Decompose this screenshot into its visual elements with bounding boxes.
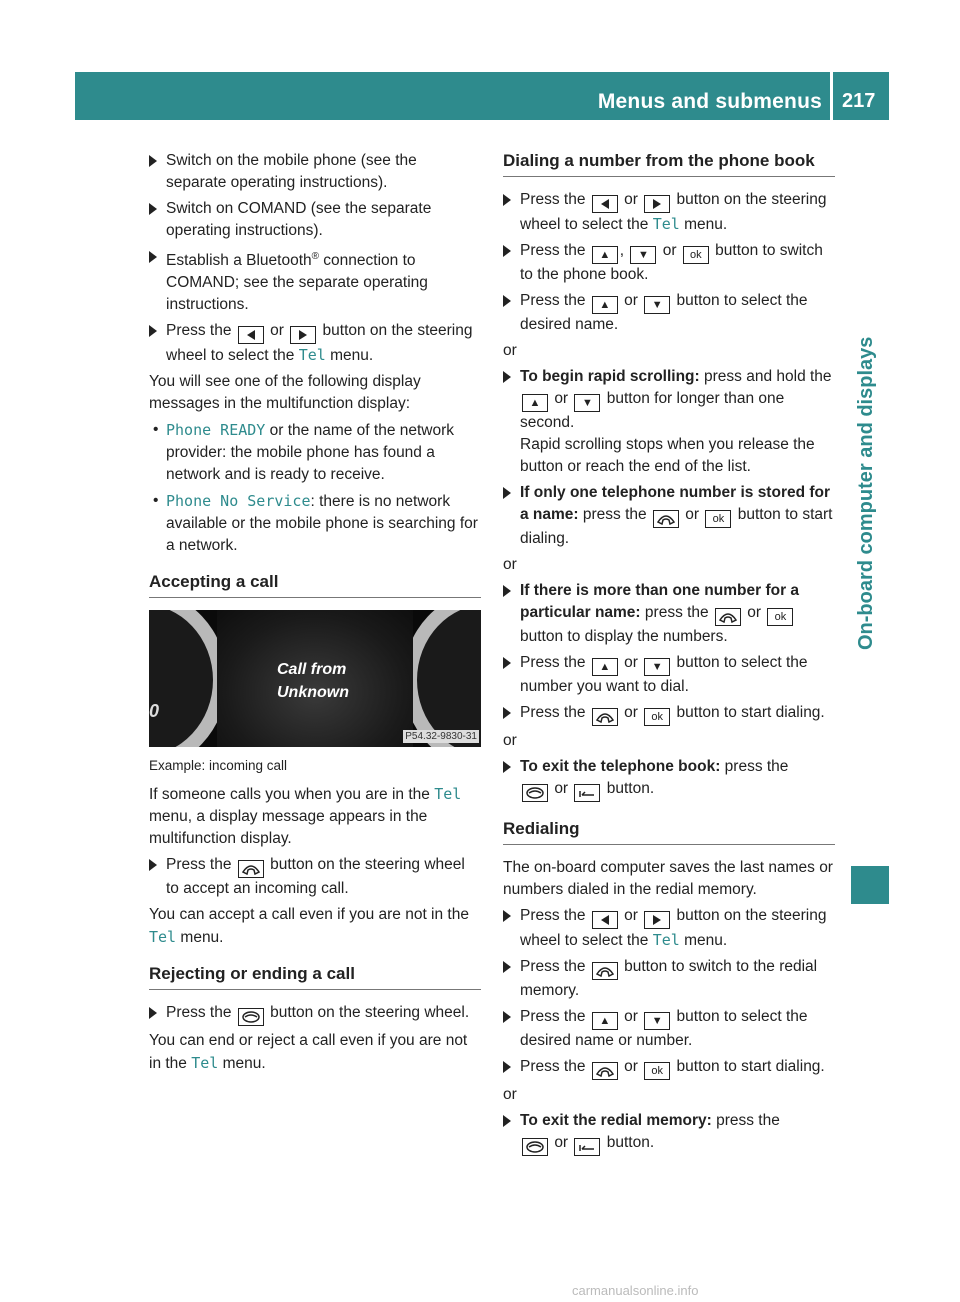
step-arrow-icon (503, 707, 511, 719)
or-text: or (685, 506, 700, 523)
step-arrow-icon (149, 1007, 157, 1019)
step-arrow-icon (503, 761, 511, 773)
right-arrow-key-icon (290, 326, 316, 344)
down-key-icon: ▼ (574, 394, 600, 412)
figure-caption: Example: incoming call (149, 758, 288, 774)
step-text: button on the steering wheel to select the (520, 907, 827, 949)
step-text: Press the (166, 1004, 232, 1022)
ok-key-icon: ok (644, 1062, 670, 1080)
bullet-item (149, 490, 481, 557)
phone-hangup-key-icon (522, 1138, 548, 1156)
tel-menu-label: Tel (434, 785, 462, 804)
up-key-icon: ▲ (592, 1012, 618, 1030)
reject-note (149, 1030, 481, 1075)
step-text: button on the steering wheel to select the (520, 191, 827, 233)
accept-note (149, 904, 481, 949)
step-arrow-icon (503, 657, 511, 669)
caller-line: Unknown (277, 684, 349, 702)
tel-menu-label: Tel (191, 1054, 219, 1073)
section-heading-dialing: Dialing a number from the phone book (503, 150, 835, 177)
step-item (149, 1002, 481, 1026)
up-key-icon: ▲ (592, 246, 618, 264)
step-item (503, 366, 835, 478)
left-arrow-key-icon (592, 195, 618, 213)
phone-pickup-key-icon (592, 1062, 618, 1080)
or-separator: or (503, 732, 517, 749)
section-heading-redialing: Redialing (503, 818, 835, 845)
step-text: button. (606, 780, 655, 797)
ok-key-icon: ok (767, 608, 793, 626)
or-text: or (624, 292, 638, 309)
bullet-item (149, 419, 481, 486)
ok-key-icon: ok (683, 246, 709, 264)
step-item (149, 150, 481, 194)
step-text: menu. (684, 216, 728, 233)
page-number-box (833, 72, 889, 120)
or-text: or (747, 604, 762, 621)
down-key-icon: ▼ (630, 246, 656, 264)
step-text: button to display the numbers. (520, 628, 728, 645)
phone-ready-label: Phone READY (166, 421, 266, 440)
step-arrow-icon (149, 155, 157, 167)
step-text: Press the (520, 654, 586, 671)
or-text: or (624, 1008, 638, 1025)
or-text: or (662, 242, 677, 259)
step-item (503, 702, 835, 726)
step-item (503, 189, 835, 236)
or-text: or (270, 322, 284, 340)
tel-menu-label: Tel (652, 931, 680, 949)
paragraph-text: menu. (180, 929, 224, 947)
dashboard-figure (149, 610, 481, 747)
page-title: Menus and submenus (597, 90, 822, 113)
bullet-text: or the name of the network provider: the mobile phone has found a network and is ready to receive. (166, 422, 455, 484)
down-key-icon: ▼ (644, 658, 670, 676)
step-text: button to select the desired name. (520, 292, 808, 333)
step-text: button to start dialing. (520, 506, 833, 547)
step-arrow-icon (149, 203, 157, 215)
or-separator: or (503, 556, 517, 573)
step-item (503, 482, 835, 550)
down-key-icon: ▼ (644, 1012, 670, 1030)
back-key-icon (574, 784, 600, 802)
step-bold: To exit the redial memory: (520, 1112, 712, 1129)
step-item (503, 1056, 835, 1080)
gauge-zero: 0 (149, 701, 160, 722)
up-key-icon: ▲ (592, 296, 618, 314)
tel-menu-label: Tel (149, 928, 177, 947)
step-arrow-icon (503, 1061, 511, 1073)
section-heading-accepting: Accepting a call (149, 571, 481, 598)
step-arrow-icon (503, 961, 511, 973)
paragraph-text: menu. (222, 1055, 266, 1073)
registered-mark: ® (311, 251, 319, 262)
step-bold: To exit the telephone book: (520, 758, 721, 775)
accept-paragraph (149, 783, 481, 850)
or-text: or (624, 704, 638, 721)
step-text: button. (606, 1134, 655, 1151)
step-bold: If only one telephone number is stored for a name: (520, 484, 831, 523)
step-arrow-icon (503, 1011, 511, 1023)
right-column (503, 150, 835, 1160)
step-text: Press the (520, 1058, 586, 1075)
step-arrow-icon (503, 371, 511, 383)
step-text: press the (640, 604, 709, 621)
step-text: button to select the desired name or number. (520, 1008, 808, 1049)
paragraph-text: If someone calls you when you are in the (149, 786, 430, 804)
step-arrow-icon (149, 859, 157, 871)
step-text: press the (711, 1112, 780, 1129)
tel-menu-label: Tel (652, 215, 680, 233)
step-text: button on the steering wheel. (270, 1004, 470, 1022)
step-item (503, 240, 835, 286)
paragraph-text: You can end or reject a call even if you are not in the (149, 1032, 468, 1073)
or-text: or (624, 654, 638, 671)
back-key-icon (574, 1138, 600, 1156)
or-text: or (624, 907, 638, 924)
bullet-dot: • (153, 492, 159, 510)
step-item (149, 198, 481, 242)
page-number: 217 (842, 90, 876, 112)
step-text: Switch on COMAND (see the separate operating instructions). (166, 200, 432, 239)
step-text: menu. (684, 932, 728, 949)
right-arrow-key-icon (644, 911, 670, 929)
step-item (503, 1110, 835, 1156)
ok-key-icon: ok (644, 708, 670, 726)
up-key-icon: ▲ (522, 394, 548, 412)
step-text: Press the (520, 907, 586, 924)
step-arrow-icon (503, 585, 511, 597)
step-text: menu. (330, 347, 374, 365)
step-text: Press the (520, 292, 586, 309)
step-text: press and hold the (699, 368, 832, 385)
phone-pickup-key-icon (653, 510, 679, 528)
phone-hangup-key-icon (522, 784, 548, 802)
step-item (503, 1006, 835, 1052)
bullet-dot: • (153, 421, 159, 439)
step-text: press the (578, 506, 647, 523)
side-tab-label: On-board computer and displays (855, 336, 877, 650)
step-item (503, 905, 835, 952)
ok-key-icon: ok (705, 510, 731, 528)
step-text: Press the (166, 856, 232, 874)
paragraph-text: menu, a display message appears in the multifunction display. (149, 808, 428, 848)
down-key-icon: ▼ (644, 296, 670, 314)
step-bold: If there is more than one number for a particular name: (520, 582, 800, 621)
or-text: or (554, 390, 569, 407)
or-text: or (624, 1058, 638, 1075)
step-text: Establish a Bluetooth (166, 252, 312, 270)
phone-no-service-label: Phone No Service (166, 492, 311, 511)
paragraph-text: You can accept a call even if you are not in the (149, 906, 469, 924)
left-gauge (149, 610, 227, 747)
step-arrow-icon (149, 251, 157, 263)
or-text: or (554, 780, 569, 797)
step-item (503, 756, 835, 802)
step-arrow-icon (503, 295, 511, 307)
tel-menu-label: Tel (298, 346, 326, 365)
step-item (503, 290, 835, 336)
step-item (149, 854, 481, 900)
step-text: Press the (520, 242, 586, 259)
step-text: button to switch to the phone book. (520, 242, 823, 283)
or-separator: or (503, 1086, 517, 1103)
watermark: carmanualsonline.info (572, 1283, 699, 1298)
call-from-line: Call from (277, 661, 347, 679)
step-bold: To begin rapid scrolling: (520, 368, 700, 385)
step-item (503, 652, 835, 698)
or-text: or (554, 1134, 569, 1151)
step-arrow-icon (503, 487, 511, 499)
bullet-text: : there is no network available or the mobile phone is searching for a network. (166, 493, 478, 555)
step-text: Press the (520, 704, 586, 721)
step-item (503, 580, 835, 648)
step-text: Press the (520, 1008, 586, 1025)
step-arrow-icon (503, 910, 511, 922)
left-arrow-key-icon (592, 911, 618, 929)
step-text: button to start dialing. (676, 1058, 825, 1075)
section-heading-rejecting: Rejecting or ending a call (149, 963, 481, 990)
step-text: Switch on the mobile phone (see the separate operating instructions). (166, 152, 417, 191)
step-item (503, 956, 835, 1002)
step-text: button on the steering wheel to select the (166, 322, 473, 365)
step-arrow-icon (503, 245, 511, 257)
step-text: button on the steering wheel to accept an incoming call. (166, 856, 465, 898)
header-bar (75, 72, 830, 120)
step-text: Press the (520, 191, 586, 208)
left-column (149, 150, 481, 1079)
phone-pickup-key-icon (592, 708, 618, 726)
step-arrow-icon (149, 325, 157, 337)
step-item (149, 320, 481, 367)
step-text: button to select the number you want to dial. (520, 654, 808, 695)
step-text: button to switch to the redial memory. (520, 958, 818, 999)
figure-code: P54.32-9830-31 (405, 731, 477, 743)
phone-pickup-key-icon (715, 608, 741, 626)
right-arrow-key-icon (644, 195, 670, 213)
or-separator: or (503, 342, 517, 359)
up-key-icon: ▲ (592, 658, 618, 676)
step-text: Press the (166, 322, 232, 340)
phone-pickup-key-icon (592, 962, 618, 980)
comma-text: , (619, 242, 625, 259)
left-arrow-key-icon (238, 326, 264, 344)
step-text: Rapid scrolling stops when you release the button or reach the end of the list. (520, 436, 815, 475)
phone-pickup-key-icon (238, 860, 264, 878)
step-item (149, 246, 481, 316)
step-text: Press the (520, 958, 586, 975)
step-text: button to start dialing. (676, 704, 825, 721)
phone-hangup-key-icon (238, 1008, 264, 1026)
step-text: button for longer than one second. (520, 390, 785, 431)
call-display-text (277, 658, 349, 704)
intro-text: You will see one of the following display messages in the multifunction display: (149, 373, 421, 413)
step-arrow-icon (503, 194, 511, 206)
step-arrow-icon (503, 1115, 511, 1127)
or-text: or (624, 191, 638, 208)
step-text: press the (720, 758, 789, 775)
side-tab-block (851, 866, 889, 904)
redial-paragraph: The on-board computer saves the last names or numbers dialed in the redial memory. (503, 859, 833, 898)
right-gauge (403, 610, 481, 747)
step-text: connection to COMAND; see the separate operating instructions. (166, 252, 428, 314)
